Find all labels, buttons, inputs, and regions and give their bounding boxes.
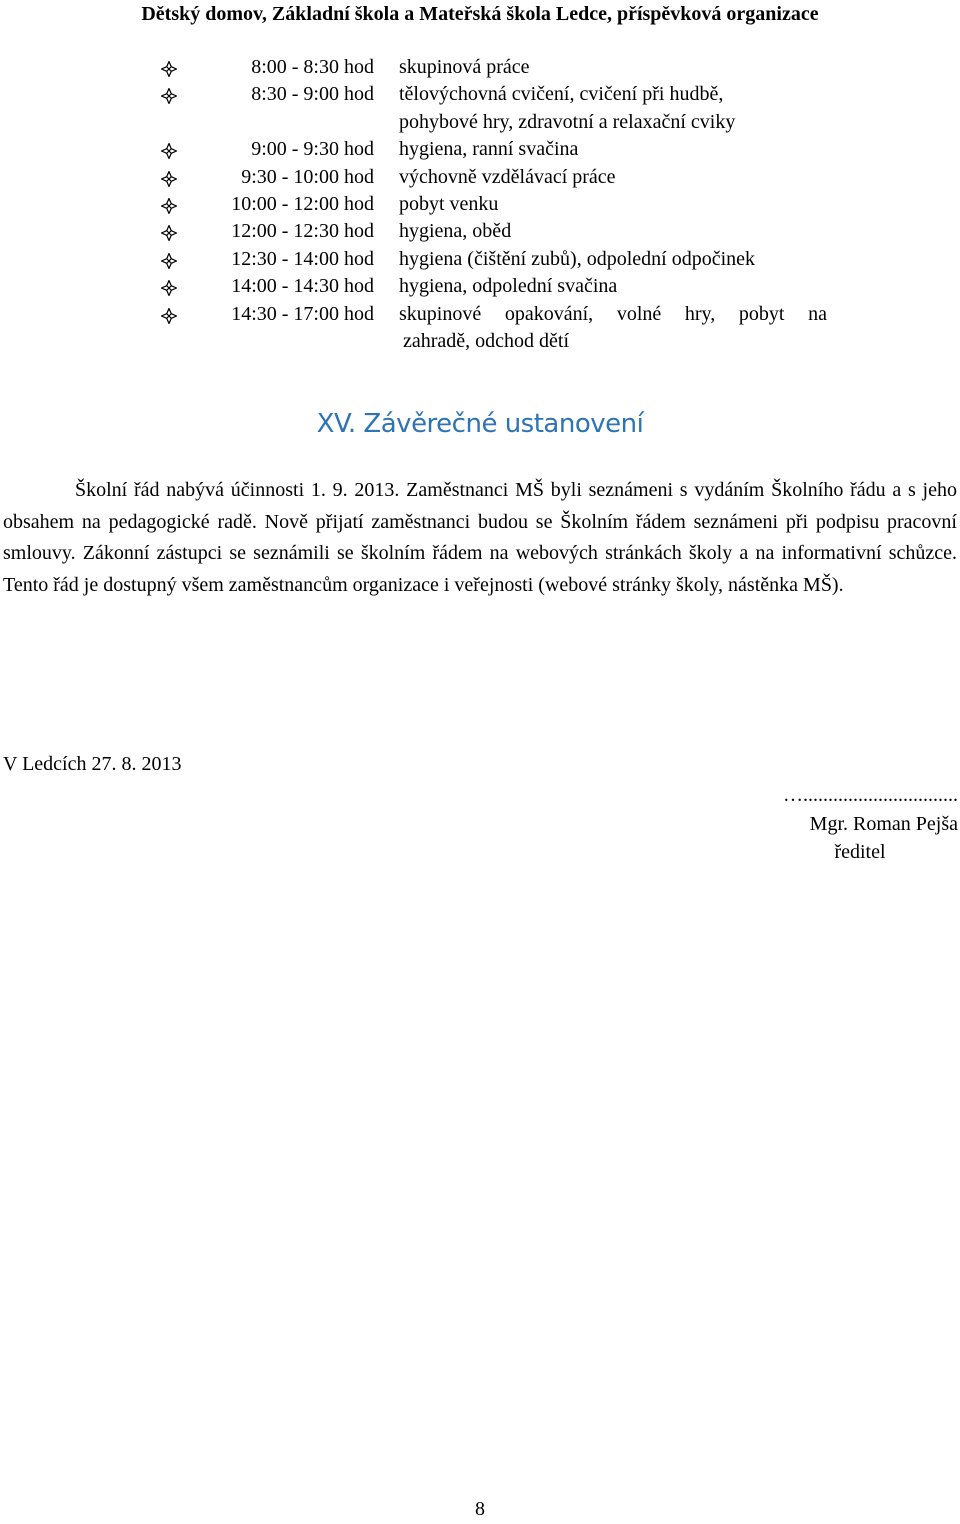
signatory-name: Mgr. Roman Pejša [809, 813, 958, 835]
daily-schedule [0, 54, 960, 355]
closing-provisions-paragraph [3, 475, 957, 601]
schedule-activity: skupinové opakování, volné hry, pobyt na [399, 302, 827, 325]
diamond-bullet-icon [161, 280, 177, 296]
signatory-role: ředitel [834, 841, 886, 863]
schedule-time: 9:00 - 9:30 hod [251, 138, 374, 161]
schedule-row [0, 191, 960, 218]
schedule-time: 12:00 - 12:30 hod [231, 220, 374, 243]
schedule-row [0, 301, 960, 328]
paragraph-text: Školní řád nabývá účinnosti 1. 9. 2013. Zaměstnanci MŠ byli seznámeni s vydáním Školního řádu a s jeho obsahem na pedagogické radě. Nově přijatí zaměstnanci budou se Školním řádem seznámeni při podpisu pracovní smlouvy. Zákonní zástupci se seznámili se školním řádem na webových stránkách školy a na informativní schůzce. Tento řád je dostupný všem zaměstnancům organizace i veřejnosti (webové stránky školy, nástěnka MŠ). [3, 479, 957, 596]
schedule-activity: výchovně vzdělávací práce [399, 165, 616, 188]
signature-block [658, 781, 958, 866]
diamond-bullet-icon [161, 225, 177, 241]
diamond-bullet-icon [161, 308, 177, 324]
schedule-row [0, 218, 960, 245]
schedule-row [0, 81, 960, 108]
schedule-activity: tělovýchovná cvičení, cvičení při hudbě, [399, 83, 724, 106]
diamond-bullet-icon [161, 253, 177, 269]
schedule-time: 14:00 - 14:30 hod [231, 275, 374, 298]
schedule-time: 12:30 - 14:00 hod [231, 247, 374, 270]
schedule-row [0, 136, 960, 163]
diamond-bullet-icon [161, 143, 177, 159]
schedule-activity: hygiena, odpolední svačina [399, 275, 618, 298]
schedule-time: 10:00 - 12:00 hod [231, 192, 374, 215]
schedule-row-continuation [0, 328, 960, 355]
page-number: 8 [475, 1498, 485, 1520]
schedule-time: 8:00 - 8:30 hod [251, 56, 374, 78]
section-title: XV. Závěrečné ustanovení [316, 409, 644, 439]
diamond-bullet-icon [161, 171, 177, 187]
schedule-activity: pobyt venku [399, 192, 499, 215]
schedule-activity: zahradě, odchod dětí [403, 329, 570, 352]
schedule-time: 9:30 - 10:00 hod [241, 165, 374, 188]
diamond-bullet-icon [161, 61, 177, 77]
place-date: V Ledcích 27. 8. 2013 [3, 753, 182, 775]
schedule-time: 8:30 - 9:00 hod [251, 83, 374, 106]
schedule-row-continuation [0, 109, 960, 136]
schedule-activity: hygiena, oběd [399, 220, 512, 243]
schedule-row [0, 246, 960, 273]
schedule-activity: pohybové hry, zdravotní a relaxační cviky [399, 110, 736, 133]
schedule-row [0, 54, 960, 81]
signature-line: …............................... [783, 784, 958, 806]
schedule-activity: hygiena, ranní svačina [399, 138, 579, 161]
schedule-activity: skupinová práce [399, 56, 530, 78]
schedule-row [0, 273, 960, 300]
diamond-bullet-icon [161, 88, 177, 104]
schedule-row [0, 164, 960, 191]
page-header: Dětský domov, Základní škola a Mateřská škola Ledce, příspěvková organizace [141, 3, 819, 25]
diamond-bullet-icon [161, 198, 177, 214]
schedule-activity: hygiena (čištění zubů), odpolední odpočinek [399, 247, 756, 270]
schedule-time: 14:30 - 17:00 hod [231, 302, 374, 325]
